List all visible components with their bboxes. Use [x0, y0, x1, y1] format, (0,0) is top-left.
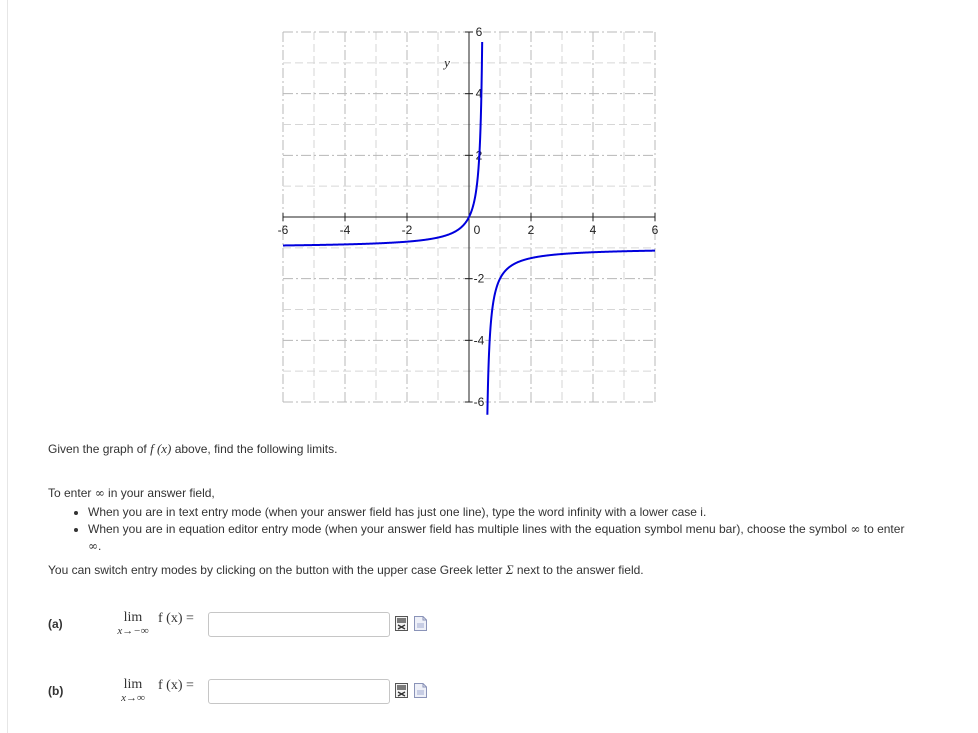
bullet-text: When you are in equation editor entry mode (when your answer field has multiple lines with the equation symbol menu bar), choose the symbol [88, 522, 851, 536]
curve-right-branch [487, 251, 655, 415]
instruction-equation-mode [88, 521, 908, 555]
instructions [48, 485, 908, 579]
help-document-icon[interactable] [414, 683, 427, 698]
y-tick-label: 2 [475, 148, 483, 163]
y-tick-label: 6 [475, 25, 483, 39]
infinity-symbol: ∞ [94, 486, 105, 500]
part-b [48, 677, 488, 713]
lim-subscript: x→−∞ [117, 625, 149, 637]
function-graph [270, 20, 670, 420]
sigma-symbol: Σ [505, 562, 514, 577]
x-tick-label: 6 [651, 223, 659, 237]
intro-text: To enter [48, 486, 95, 500]
equation-editor-icon[interactable] [395, 683, 408, 698]
instructions-switch [48, 561, 908, 579]
answer-field-a[interactable] [208, 612, 390, 637]
equation-editor-icon[interactable] [395, 616, 408, 631]
y-tick-label: 4 [475, 86, 483, 101]
y-tick-label: -2 [473, 271, 485, 286]
instructions-intro [48, 485, 908, 502]
graph-prompt [48, 441, 337, 457]
intro-text-end: in your answer field, [104, 486, 215, 500]
instruction-text-mode [88, 504, 908, 521]
x-tick-label: -6 [277, 223, 289, 237]
answer-field-b[interactable] [208, 679, 390, 704]
y-tick-label: -6 [473, 395, 485, 409]
infinity-symbol: ∞ [88, 539, 98, 553]
lim-word: lim [123, 610, 143, 625]
bullet-text: to enter [860, 522, 905, 536]
help-document-icon[interactable] [414, 616, 427, 631]
limit-expression: f (x) = [158, 611, 194, 626]
part-a [48, 610, 488, 646]
bullet-text: . [98, 539, 102, 553]
x-tick-label: 2 [527, 223, 535, 237]
y-tick-label: -4 [473, 333, 485, 348]
switch-text-end: next to the answer field. [513, 563, 644, 577]
bullet-text: When you are in text entry mode (when your answer field has just one line), type the word infinity with a lower case i. [88, 505, 707, 519]
infinity-symbol: ∞ [850, 522, 861, 536]
switch-text: You can switch entry modes by clicking on the button with the upper case Greek letter [48, 563, 506, 577]
x-tick-label: 4 [589, 223, 597, 237]
prompt-text-after: above, find the following limits. [171, 442, 338, 456]
part-label: (b) [48, 684, 64, 698]
limit-operator [110, 677, 156, 704]
limit-expression: f (x) = [158, 678, 194, 693]
prompt-function: f (x) [150, 441, 172, 456]
x-tick-label: -4 [339, 223, 351, 237]
part-label: (a) [48, 617, 63, 631]
left-border [7, 0, 8, 733]
x-tick-label: 0 [473, 223, 481, 237]
curve-left-branch [283, 42, 482, 245]
lim-word: lim [123, 677, 143, 692]
lim-subscript: x→∞ [121, 692, 145, 704]
limit-operator [110, 610, 156, 637]
y-axis-label: y [444, 54, 450, 70]
instructions-list [48, 504, 908, 555]
prompt-text-before: Given the graph of [48, 442, 151, 456]
x-tick-label: -2 [401, 223, 413, 237]
